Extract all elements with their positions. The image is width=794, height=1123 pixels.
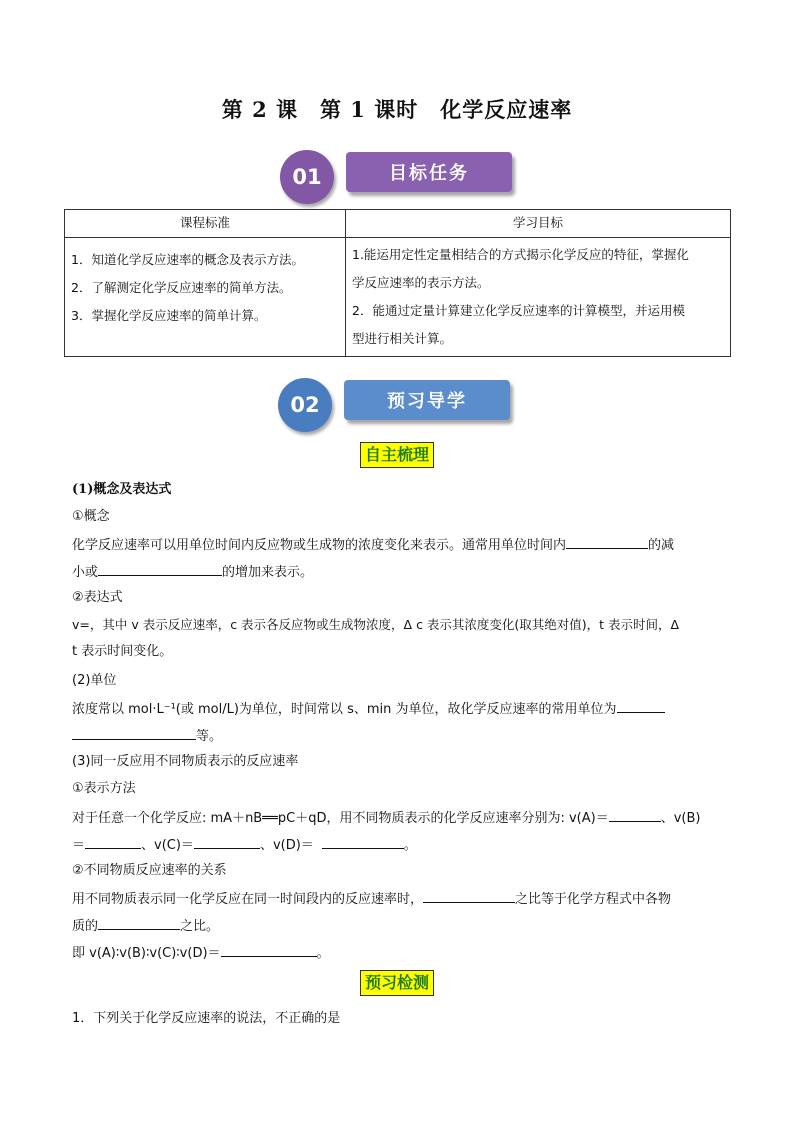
fill-blank[interactable] [423,889,515,903]
paragraph-line: v=，其中 v 表示反应速率，c 表示各反应物或生成物浓度，Δ c 表示其浓度变化(取其绝对值)，t 表示时间，Δ [72,617,680,632]
fill-blank[interactable] [221,943,317,957]
table-cell [65,238,346,357]
tag-preview-test [0,970,794,996]
paragraph-line: 用不同物质表示同一化学反应在同一时间段内的反应速率时， 之比等于化学方程式中各物 [72,889,732,909]
table-cell [346,238,731,357]
paragraph-line: ＝ 、v(C)＝ 、v(D)＝ 。 [72,835,732,855]
paragraph-line: 质的 之比。 [72,916,732,936]
subheading: ①表示方法 [72,781,136,796]
fill-blank[interactable] [98,916,180,930]
subheading: ②不同物质反应速率的关系 [72,863,227,878]
page-title: 第 2 课 第 1 课时 化学反应速率 [221,97,573,122]
tag-label: 自主梳理 [360,442,434,468]
question: 1．下列关于化学反应速率的说法，不正确的是 [72,1011,341,1026]
fill-blank[interactable] [72,726,196,740]
paragraph-line: 即 v(A)∶v(B)∶v(C)∶v(D)＝ 。 [72,943,732,963]
paragraph-line: 浓度常以 mol·L⁻¹(或 mol/L)为单位，时间常以 s、min 为单位，故化学反应速率的常用单位为 [72,699,732,719]
table-header: 学习目标 [346,210,731,238]
section-number: 01 [280,150,334,204]
heading: (2)单位 [72,673,117,688]
heading: (3)同一反应用不同物质表示的反应速率 [72,754,299,769]
fill-blank[interactable] [85,835,141,849]
tag-label: 预习检测 [360,970,434,996]
goals-table [64,209,731,357]
list-item: 型进行相关计算。 [352,331,453,346]
list-item: 2．能通过定量计算建立化学反应速率的计算模型，并运用模 [352,303,685,318]
section-number: 02 [278,378,332,432]
fill-blank[interactable] [617,699,665,713]
fill-blank[interactable] [322,835,404,849]
heading: (1)概念及表达式 [72,482,172,497]
subheading: ①概念 [72,509,110,524]
table-header: 课程标准 [65,210,346,238]
paragraph-line: 等。 [72,726,732,746]
list-item: 学反应速率的表示方法。 [352,275,490,290]
fill-blank[interactable] [566,535,648,549]
list-item: 3．掌握化学反应速率的简单计算。 [71,308,267,323]
tag-self-study [0,442,794,468]
list-item: 1．知道化学反应速率的概念及表示方法。 [71,252,304,267]
paragraph-line: t 表示时间变化。 [72,644,173,659]
fill-blank[interactable] [98,562,222,576]
subheading: ②表达式 [72,590,123,605]
paragraph-line: 对于任意一个化学反应: mA＋nB══pC＋qD，用不同物质表示的化学反应速率分别为: v(A)＝ 、v(B) [72,808,732,828]
fill-blank[interactable] [194,835,260,849]
section-label: 目标任务 [346,152,512,192]
paragraph-line: 化学反应速率可以用单位时间内反应物或生成物的浓度变化来表示。通常用单位时间内 的减 [72,535,732,555]
list-item: 1.能运用定性定量相结合的方式揭示化学反应的特征，掌握化 [352,247,689,262]
paragraph-line: 小或 的增加来表示。 [72,562,732,582]
list-item: 2．了解测定化学反应速率的简单方法。 [71,280,292,295]
section-label: 预习导学 [344,380,510,420]
fill-blank[interactable] [609,808,661,822]
